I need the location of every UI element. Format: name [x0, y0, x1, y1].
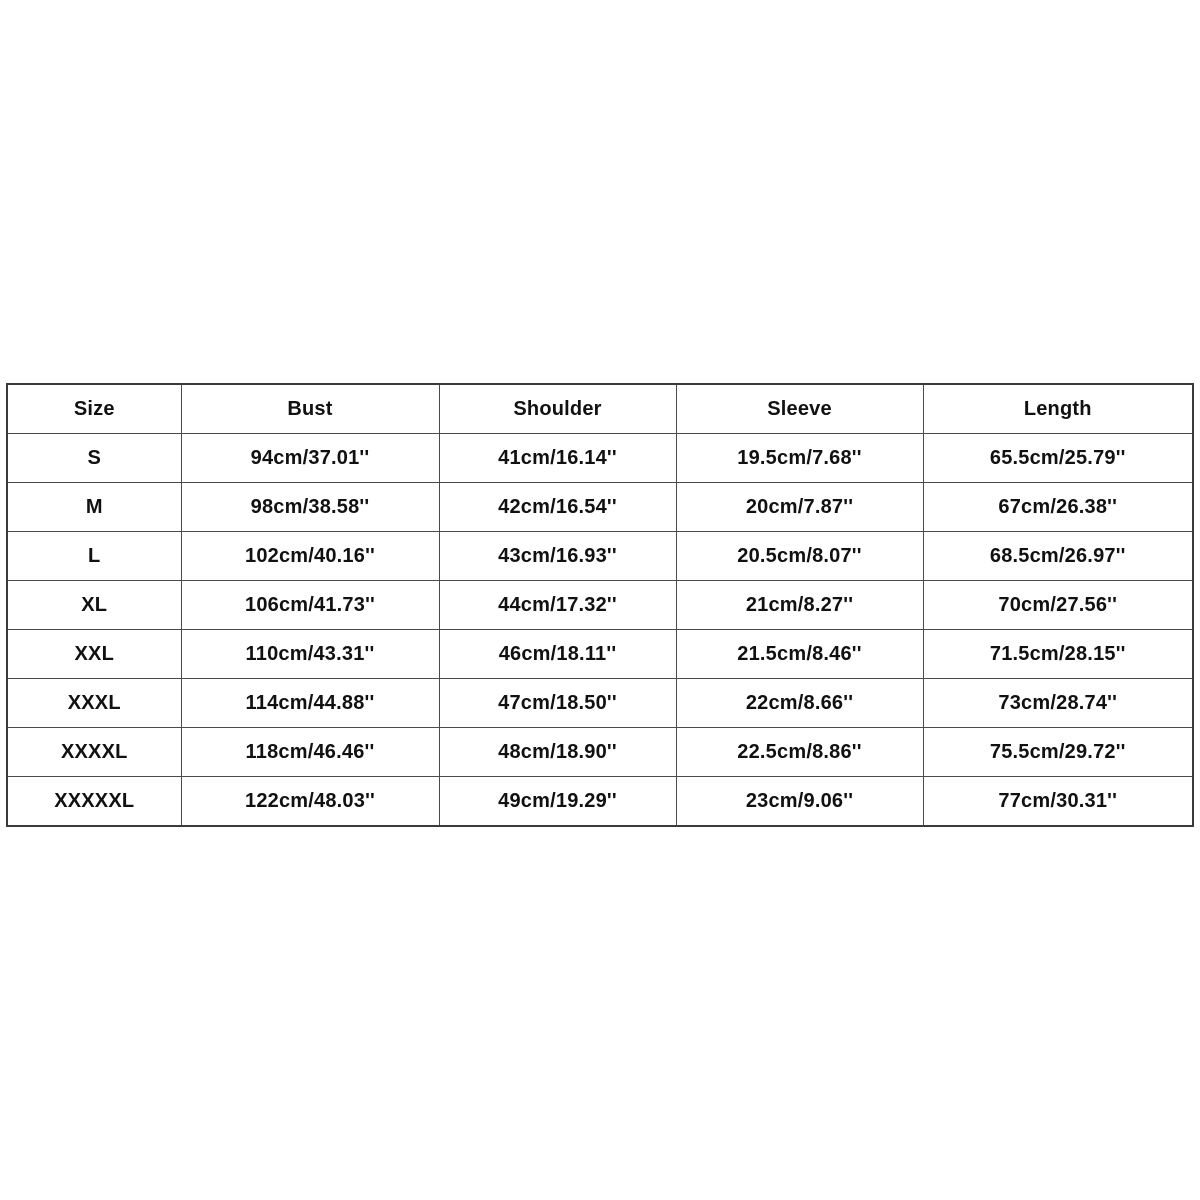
table-header-row — [7, 384, 1193, 434]
cell-sleeve: 20.5cm/8.07'' — [676, 532, 923, 581]
header-bust: Bust — [181, 384, 439, 434]
cell-length: 73cm/28.74'' — [923, 679, 1193, 728]
cell-shoulder: 46cm/18.11'' — [439, 630, 676, 679]
cell-bust: 114cm/44.88'' — [181, 679, 439, 728]
cell-sleeve: 22cm/8.66'' — [676, 679, 923, 728]
cell-bust: 102cm/40.16'' — [181, 532, 439, 581]
cell-bust: 94cm/37.01'' — [181, 434, 439, 483]
table-row — [7, 679, 1193, 728]
cell-shoulder: 48cm/18.90'' — [439, 728, 676, 777]
cell-bust: 106cm/41.73'' — [181, 581, 439, 630]
cell-size: XL — [7, 581, 181, 630]
table-row — [7, 728, 1193, 777]
table-row — [7, 630, 1193, 679]
cell-size: L — [7, 532, 181, 581]
table-row — [7, 581, 1193, 630]
cell-sleeve: 23cm/9.06'' — [676, 777, 923, 827]
table-row — [7, 483, 1193, 532]
cell-length: 71.5cm/28.15'' — [923, 630, 1193, 679]
cell-sleeve: 21.5cm/8.46'' — [676, 630, 923, 679]
header-sleeve: Sleeve — [676, 384, 923, 434]
cell-sleeve: 20cm/7.87'' — [676, 483, 923, 532]
cell-size: XXXXL — [7, 728, 181, 777]
cell-shoulder: 47cm/18.50'' — [439, 679, 676, 728]
cell-shoulder: 42cm/16.54'' — [439, 483, 676, 532]
table-row — [7, 532, 1193, 581]
header-length: Length — [923, 384, 1193, 434]
cell-bust: 110cm/43.31'' — [181, 630, 439, 679]
table-row — [7, 434, 1193, 483]
header-size: Size — [7, 384, 181, 434]
cell-sleeve: 21cm/8.27'' — [676, 581, 923, 630]
cell-shoulder: 44cm/17.32'' — [439, 581, 676, 630]
cell-size: XXL — [7, 630, 181, 679]
cell-shoulder: 41cm/16.14'' — [439, 434, 676, 483]
cell-length: 70cm/27.56'' — [923, 581, 1193, 630]
cell-length: 75.5cm/29.72'' — [923, 728, 1193, 777]
table-row — [7, 777, 1193, 827]
header-shoulder: Shoulder — [439, 384, 676, 434]
cell-size: M — [7, 483, 181, 532]
cell-sleeve: 22.5cm/8.86'' — [676, 728, 923, 777]
cell-length: 67cm/26.38'' — [923, 483, 1193, 532]
cell-bust: 98cm/38.58'' — [181, 483, 439, 532]
cell-shoulder: 43cm/16.93'' — [439, 532, 676, 581]
size-chart-table — [6, 383, 1194, 827]
cell-bust: 122cm/48.03'' — [181, 777, 439, 827]
cell-bust: 118cm/46.46'' — [181, 728, 439, 777]
cell-length: 77cm/30.31'' — [923, 777, 1193, 827]
cell-size: S — [7, 434, 181, 483]
cell-size: XXXXXL — [7, 777, 181, 827]
cell-size: XXXL — [7, 679, 181, 728]
cell-sleeve: 19.5cm/7.68'' — [676, 434, 923, 483]
cell-length: 68.5cm/26.97'' — [923, 532, 1193, 581]
cell-shoulder: 49cm/19.29'' — [439, 777, 676, 827]
cell-length: 65.5cm/25.79'' — [923, 434, 1193, 483]
